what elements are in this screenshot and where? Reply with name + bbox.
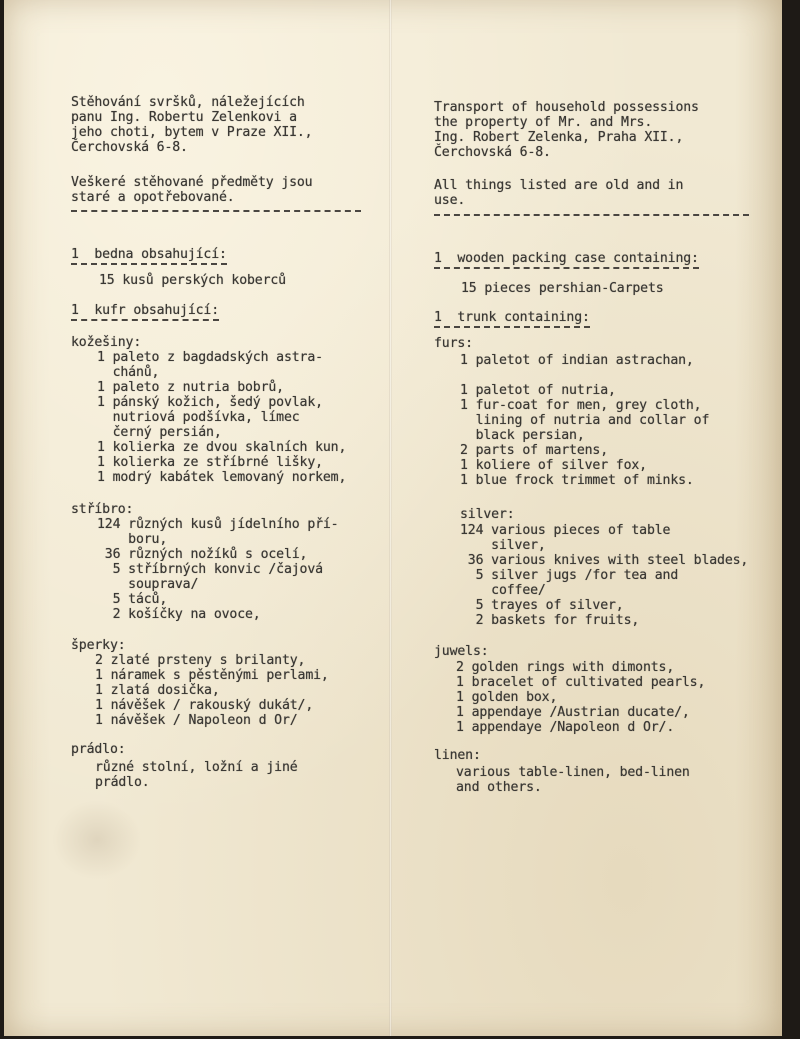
czech-note: Veškeré stěhované předměty jsou staré a opotřebované.	[71, 175, 313, 205]
czech-jewels-items: 2 zlaté prsteny s brilanty, 1 náramek s pěstěnými perlami, 1 zlatá dosička, 1 návěšek / rakouský dukát/, 1 návěšek / Napoleon d Or/	[95, 653, 329, 728]
english-linen-items: various table-linen, bed-linen and others.	[456, 765, 690, 795]
czech-divider	[71, 210, 361, 212]
smudge-mark	[52, 800, 142, 880]
english-silver-items: 124 various pieces of table silver, 36 various knives with steel blades, 5 silver jugs /for tea and coffee/ 5 trayes of silver, 2 baskets for fruits,	[460, 523, 749, 628]
english-jewels-items: 2 golden rings with dimonts, 1 bracelet of cultivated pearls, 1 golden box, 1 appendaye /Austrian ducate/, 1 appendaye /Napoleon d Or/.	[456, 660, 706, 735]
czech-linen-items: různé stolní, ložní a jiné prádlo.	[95, 760, 298, 790]
english-furs-items: 1 paletot of indian astrachan, 1 paletot of nutria, 1 fur-coat for men, grey cloth, lining of nutria and collar of black persian, 2 parts of martens, 1 koliere of silver fox, 1 blue frock trimmet of minks.	[460, 353, 710, 488]
czech-furs-items: 1 paleto z bagdadských astra- chánů, 1 paleto z nutria bobrů, 1 pánský kožich, šedý povlak, nutriová podšívka, límec černý persián, 1 kolierka ze dvou skalních kun, 1 kolierka ze stříbrné lišky, 1 modrý kabátek lemovaný norkem,	[97, 350, 347, 485]
english-note: All things listed are old and in use.	[434, 178, 684, 208]
czech-case-heading: 1 bedna obsahující:	[71, 247, 227, 265]
english-trunk-heading: 1 trunk containing:	[434, 310, 590, 328]
english-silver-label: silver:	[460, 507, 515, 522]
czech-jewels-label: šperky:	[71, 638, 126, 653]
czech-linen-label: prádlo:	[71, 742, 126, 757]
czech-silver-items: 124 různých kusů jídelního pří- boru, 36 různých nožíků s ocelí, 5 stříbrných konvic /čajová souprava/ 5 táců, 2 košíčky na ovoce,	[97, 517, 339, 622]
english-case-heading: 1 wooden packing case containing:	[434, 251, 699, 269]
czech-furs-label: kožešiny:	[71, 335, 142, 350]
document-page	[4, 0, 782, 1036]
english-case-items: 15 pieces pershian-Carpets	[461, 281, 664, 296]
english-furs-label: furs:	[434, 336, 473, 351]
czech-silver-label: stříbro:	[71, 502, 134, 517]
english-linen-label: linen:	[434, 748, 481, 763]
czech-trunk-heading: 1 kufr obsahující:	[71, 303, 219, 321]
english-header: Transport of household possessions the property of Mr. and Mrs. Ing. Robert Zelenka, Praha XII., Čerchovská 6-8.	[434, 100, 699, 160]
english-divider	[434, 214, 749, 216]
english-jewels-label: juwels:	[434, 644, 489, 659]
czech-header: Stěhování svršků, náležejících panu Ing. Robertu Zelenkovi a jeho choti, bytem v Praze XII., Čerchovská 6-8.	[71, 95, 313, 155]
czech-case-items: 15 kusů perských koberců	[99, 273, 286, 288]
page-fold	[389, 0, 392, 1036]
